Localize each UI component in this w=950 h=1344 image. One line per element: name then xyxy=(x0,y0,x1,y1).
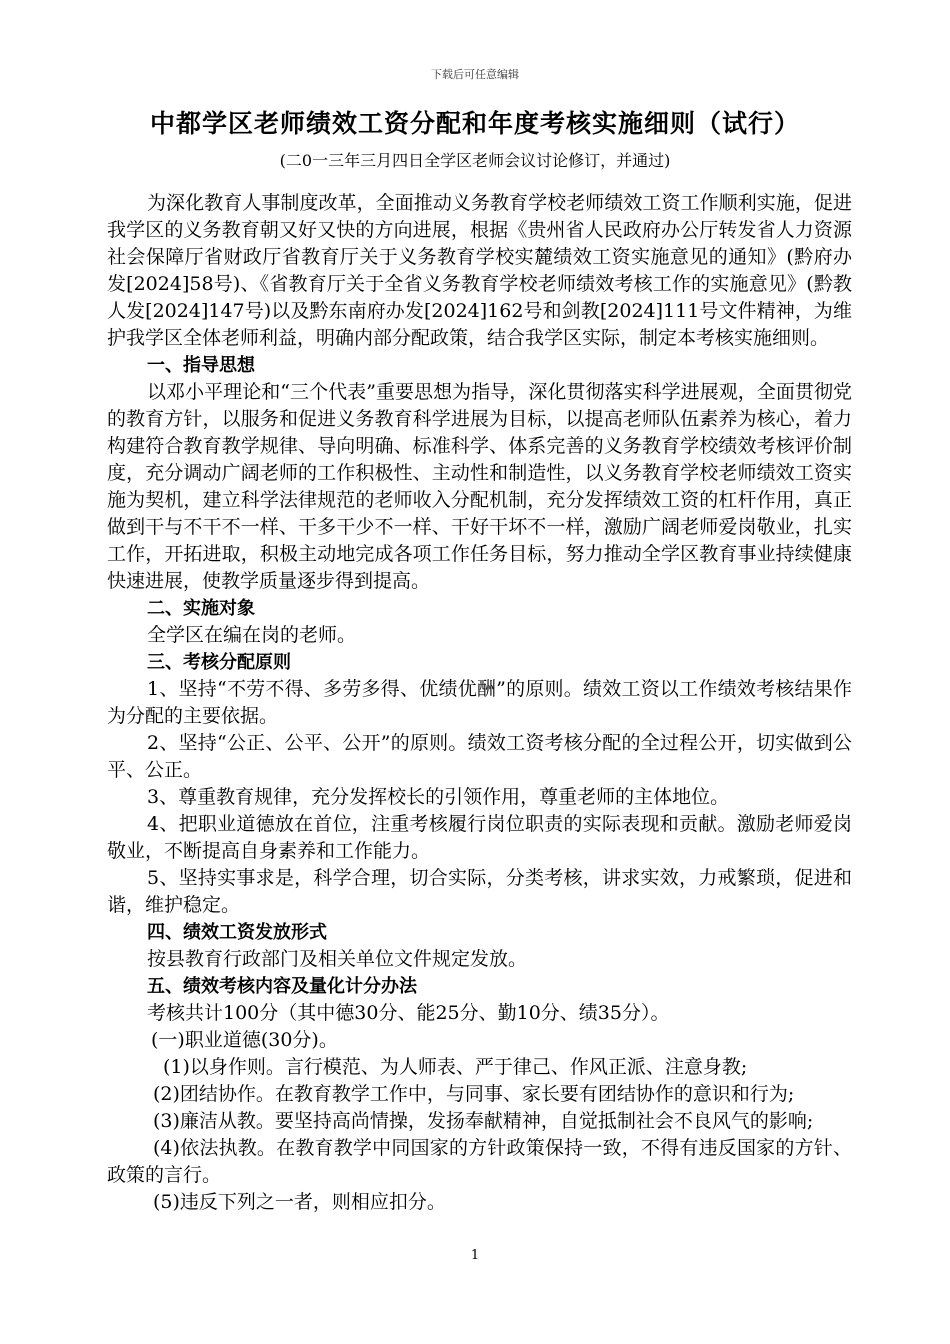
section-heading-payment-form: 四、绩效工资发放形式 xyxy=(147,922,327,943)
document-body xyxy=(107,190,852,1216)
principle-3: 3、尊重教育规律，充分发挥校长的引领作用，尊重老师的主体地位。 xyxy=(147,786,730,808)
targets-paragraph: 全学区在编在岗的老师。 xyxy=(147,624,357,646)
document-subtitle: (二0一三年三月四日全学区老师会议讨论修订，并通过) xyxy=(279,151,671,170)
ethics-item-1: (1)以身作则。言行模范、为人师表、严于律己、作风正派、注意身教; xyxy=(163,1056,748,1078)
ethics-item-5: (5)违反下列之一者，则相应扣分。 xyxy=(153,1191,446,1213)
section-heading-targets: 二、实施对象 xyxy=(147,598,255,619)
assessment-total: 考核共计100分（其中德30分、能25分、勤10分、绩35分）。 xyxy=(147,1002,670,1024)
guiding-ideology-paragraph: 以邓小平理论和“三个代表”重要思想为指导，深化贯彻落实科学进展观，全面贯彻党的教育方针，以服务和促进义务教育科学进展为目标，以提高老师队伍素养为核心，着力构建符合教育教学规律、导向明确、标准科学、体系完善的义务教育学校绩效考核评价制度，充分调动广阔老师的工作积极性、主动性和制造性，以义务教育学校老师绩效工资实施为契机，建立科学法律规范的老师收入分配机制，充分发挥绩效工资的杠杆作用，真正做到干与不干不一样、干多干少不一样、干好干坏不一样，激励广阔老师爱岗敬业，扎实工作，开拓进取，积极主动地完成各项工作任务目标，努力推动全学区教育事业持续健康快速进展，使教学质量逐步得到提高。 xyxy=(107,381,852,592)
payment-form-paragraph: 按县教育行政部门及相关单位文件规定发放。 xyxy=(147,948,528,970)
principle-5: 5、坚持实事求是，科学合理，切合实际，分类考核，讲求实效，力戒繁琐，促进和谐，维护稳定。 xyxy=(107,867,852,916)
assessment-ethics-heading: (一)职业道德(30分)。 xyxy=(151,1029,338,1051)
document-title: 中都学区老师绩效工资分配和年度考核实施细则（试行） xyxy=(149,109,800,138)
ethics-item-4: (4)依法执教。在教育教学中同国家的方针政策保持一致，不得有违反国家的方针、政策的言行。 xyxy=(107,1137,852,1186)
intro-paragraph: 为深化教育人事制度改革，全面推动义务教育学校老师绩效工资工作顺利实施，促进我学区的义务教育朝又好又快的方向进展，根据《贵州省人民政府办公厅转发省人力资源社会保障厅省财政厅省教育厅关于义务教育学校实麓绩效工资实施意见的通知》(黔府办发[2024]58号)、《省教育厅关于全省义务教育学校老师绩效考核工作的实施意见》(黔教人发[2024]147号)以及黔东南府办发[2024]162号和剑教[2024]111号文件精神，为维护我学区全体老师利益，明确内部分配政策，结合我学区实际，制定本考核实施细则。 xyxy=(107,192,852,349)
page-header-note: 下载后可任意编辑 xyxy=(431,68,519,81)
section-heading-assessment: 五、绩效考核内容及量化计分办法 xyxy=(147,976,417,997)
principle-2: 2、坚持“公正、公平、公开”的原则。绩效工资考核分配的全过程公开，切实做到公平、公正。 xyxy=(107,732,852,781)
ethics-item-2: (2)团结协作。在教育教学工作中，与同事、家长要有团结协作的意识和行为; xyxy=(153,1083,795,1105)
page-number: 1 xyxy=(470,1248,480,1263)
section-heading-principles: 三、考核分配原则 xyxy=(147,652,291,673)
principle-4: 4、把职业道德放在首位，注重考核履行岗位职责的实际表现和贡献。激励老师爱岗敬业，不断提高自身素养和工作能力。 xyxy=(107,813,852,862)
ethics-item-3: (3)廉洁从教。要坚持高尚情操，发扬奉献精神，自觉抵制社会不良风气的影响; xyxy=(153,1110,814,1132)
section-heading-guiding-ideology: 一、指导思想 xyxy=(147,355,255,376)
principle-1: 1、坚持“不劳不得、多劳多得、优绩优酬”的原则。绩效工资以工作绩效考核结果作为分配的主要依据。 xyxy=(107,678,852,727)
